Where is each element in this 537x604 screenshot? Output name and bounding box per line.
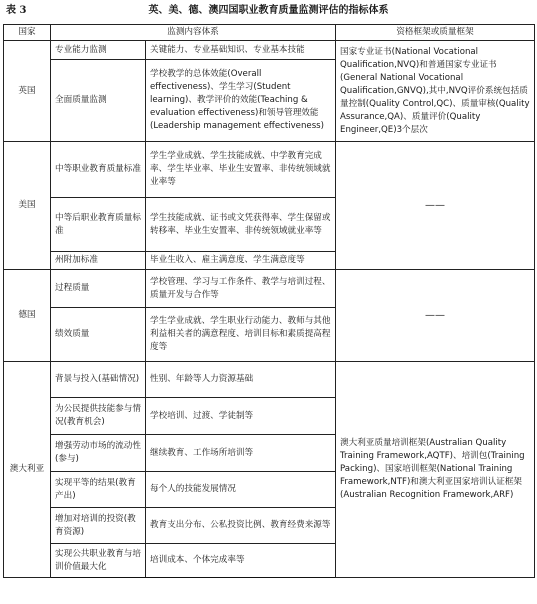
content-cell: 学校教学的总体效能(Overall effectiveness)、学生学习(Student learning)、教学评价的效能(Teaching & evaluation effectiveness)和领导管理效能(Leadership management effectiveness) <box>146 60 336 142</box>
framework-us: —— <box>336 142 535 270</box>
item-cell: 过程质量 <box>51 270 146 308</box>
content-cell: 继续教育、工作场所培训等 <box>146 435 336 472</box>
framework-uk: 国家专业证书(National Vocational Qualification,NVQ)和普通国家专业证书(General National Vocational Qualification,GNVQ),其中,NVQ评价系统包括质量控制(Quality Control,QC)、质量审核(Quality Assurance,QA)、质量评价(Quality Engineer,QE)3个层次 <box>336 41 535 142</box>
content-cell: 学生学业成就、学生技能成就、中学教育完成率、学生毕业率、毕业生安置率、非传统领域就业率等 <box>146 142 336 198</box>
framework-de: —— <box>336 270 535 362</box>
item-cell: 绩效质量 <box>51 308 146 362</box>
table-row <box>4 362 535 398</box>
content-cell: 学校培训、过渡、学徒制等 <box>146 398 336 435</box>
content-cell: 学校管理、学习与工作条件、教学与培训过程、质量开发与合作等 <box>146 270 336 308</box>
item-cell: 中等后职业教育质量标准 <box>51 198 146 252</box>
table-row <box>4 41 535 60</box>
table-title: 英、美、德、澳四国职业教育质量监测评估的指标体系 <box>148 5 389 16</box>
content-cell: 性别、年龄等人力资源基础 <box>146 362 336 398</box>
content-cell: 培训成本、个体完成率等 <box>146 544 336 578</box>
country-de: 德国 <box>4 270 51 362</box>
country-us: 美国 <box>4 142 51 270</box>
item-cell: 专业能力监测 <box>51 41 146 60</box>
header-row <box>4 25 535 41</box>
item-cell: 全面质量监测 <box>51 60 146 142</box>
framework-au: 澳大利亚质量培训框架(Australian Quality Training Framework,AQTF)、培训包(Training Packing)、国家培训框架(National Training Framework,NTF)和澳大利亚国家培训认证框架(Australian Recognition Framework,ARF) <box>336 362 535 578</box>
content-cell: 学生技能成就、证书或文凭获得率、学生保留或转移率、毕业生安置率、非传统领域就业率等 <box>146 198 336 252</box>
item-cell: 增强劳动市场的流动性(参与) <box>51 435 146 472</box>
header-country: 国家 <box>4 25 51 41</box>
item-cell: 背景与投入(基础情况) <box>51 362 146 398</box>
content-cell: 教育支出分布、公私投资比例、教育经费来源等 <box>146 508 336 544</box>
country-uk: 英国 <box>4 41 51 142</box>
item-cell: 实现平等的结果(教育产出) <box>51 472 146 508</box>
content-cell: 关键能力、专业基础知识、专业基本技能 <box>146 41 336 60</box>
table-row <box>4 142 535 198</box>
header-framework: 资格框架或质量框架 <box>336 25 535 41</box>
header-content: 监测内容体系 <box>51 25 336 41</box>
indicator-table <box>3 24 535 578</box>
content-cell: 学生学业成就、学生职业行动能力、教师与其他利益相关者的满意程度、培训目标和素质提高程度等 <box>146 308 336 362</box>
item-cell: 增加对培训的投资(教育资源) <box>51 508 146 544</box>
item-cell: 实现公共职业教育与培训价值最大化 <box>51 544 146 578</box>
country-au: 澳大利亚 <box>4 362 51 578</box>
item-cell: 中等职业教育质量标准 <box>51 142 146 198</box>
content-cell: 每个人的技能发展情况 <box>146 472 336 508</box>
item-cell: 州附加标准 <box>51 252 146 270</box>
content-cell: 毕业生收入、雇主满意度、学生满意度等 <box>146 252 336 270</box>
table-caption <box>0 0 537 22</box>
table-label: 表 3 <box>6 5 27 16</box>
table-row <box>4 270 535 308</box>
item-cell: 为公民提供技能参与情况(教育机会) <box>51 398 146 435</box>
